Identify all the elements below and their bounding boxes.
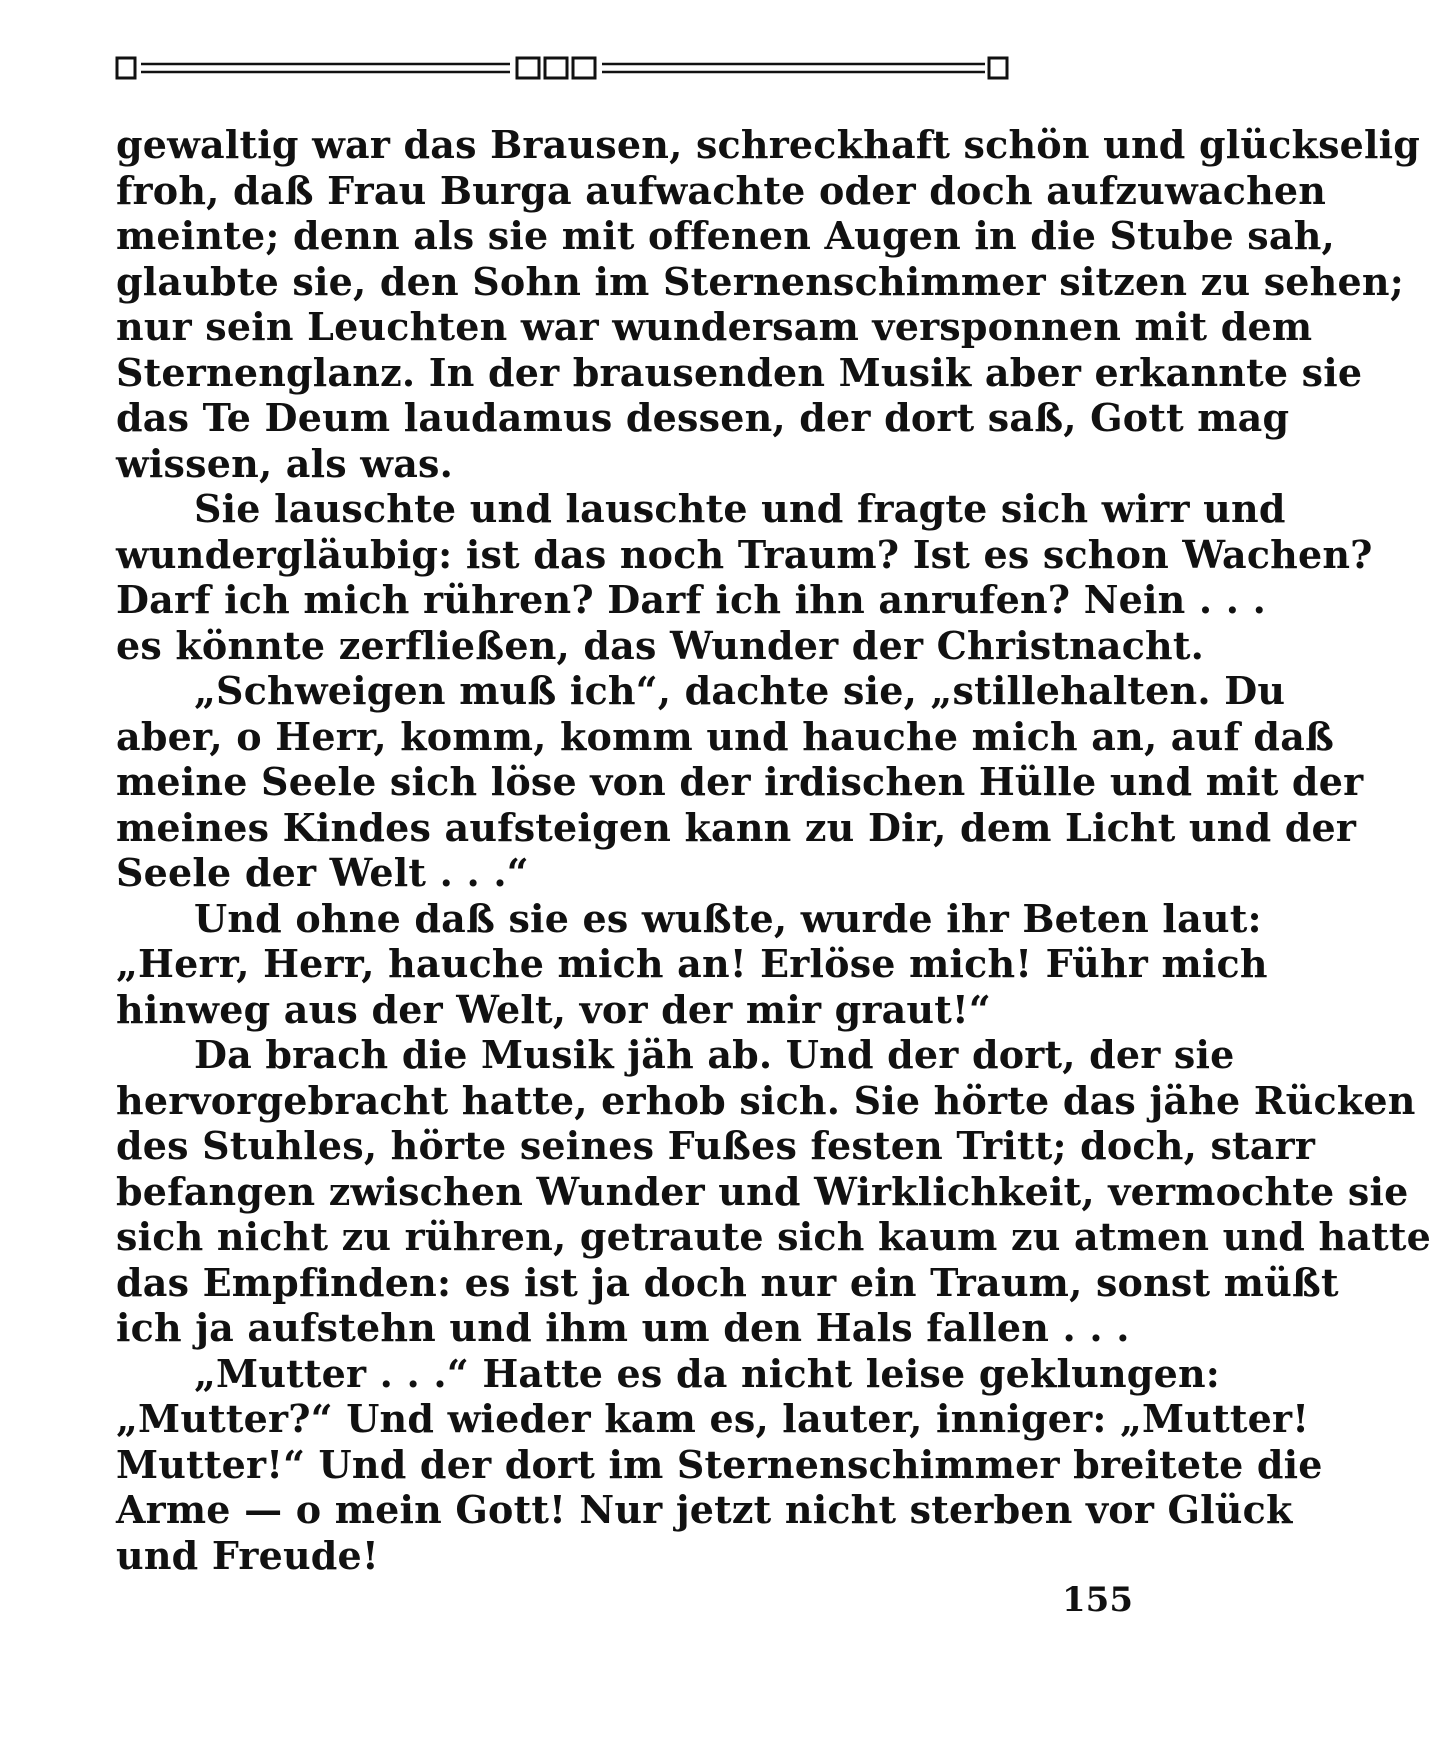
text-line: Arme — o mein Gott! Nur jetzt nicht sterben vor Glück: [116, 1487, 1293, 1532]
text-line: das Te Deum laudamus dessen, der dort saß, Gott mag: [116, 395, 1290, 440]
text-line: Da brach die Musik jäh ab. Und der dort, der sie: [194, 1032, 1235, 1077]
text-line: Und ohne daß sie es wußte, wurde ihr Beten laut:: [194, 895, 1262, 941]
text-line: hervorgebracht hatte, erhob sich. Sie hörte das jähe Rücken: [116, 1077, 1416, 1123]
text-line: Sternenglanz. In der brausenden Musik aber erkannte sie: [116, 349, 1363, 395]
ornament-rule-icon: [115, 52, 1125, 88]
text-line: und Freude!: [116, 1532, 379, 1578]
page-number: 155: [1062, 1580, 1133, 1620]
body-text: [116, 122, 1431, 1578]
text-line: Seele der Welt . . .“: [116, 850, 529, 895]
text-line: meine Seele sich löse von der irdischen Hülle und mit der: [116, 759, 1364, 804]
text-line: Sie lauschte und lauschte und fragte sich wirr und: [194, 486, 1286, 531]
text-line: „Mutter . . .“ Hatte es da nicht leise geklungen:: [194, 1350, 1221, 1396]
text-line: Darf ich mich rühren? Darf ich ihn anrufen? Nein . . .: [116, 577, 1267, 622]
text-line: aber, o Herr, komm, komm und hauche mich an, auf daß: [116, 713, 1335, 759]
text-line: wissen, als was.: [116, 440, 454, 486]
text-line: „Mutter?“ Und wieder kam es, lauter, inniger: „Mutter!: [116, 1396, 1310, 1441]
text-line: Mutter!“ Und der dort im Sternenschimmer breitete die: [116, 1441, 1323, 1487]
text-line: des Stuhles, hörte seines Fußes festen Tritt; doch, starr: [116, 1123, 1316, 1168]
text-line: nur sein Leuchten war wundersam versponnen mit dem: [116, 304, 1313, 349]
header-ornament: [115, 52, 1125, 88]
text-line: es könnte zerfließen, das Wunder der Christnacht.: [116, 622, 1205, 668]
text-line: hinweg aus der Welt, vor der mir graut!“: [116, 986, 991, 1032]
text-line: meinte; denn als sie mit offenen Augen in die Stube sah,: [116, 213, 1335, 258]
text-line: ich ja aufstehn und ihm um den Hals fallen . . .: [116, 1305, 1130, 1350]
text-line: „Schweigen muß ich“, dachte sie, „stillehalten. Du: [194, 668, 1286, 713]
text-line: froh, daß Frau Burga aufwachte oder doch aufzuwachen: [116, 167, 1327, 213]
text-line: wundergläubig: ist das noch Traum? Ist es schon Wachen?: [116, 531, 1373, 577]
text-line: sich nicht zu rühren, getraute sich kaum zu atmen und hatte: [116, 1214, 1431, 1259]
text-line: „Herr, Herr, hauche mich an! Erlöse mich! Führ mich: [116, 941, 1268, 986]
text-line: das Empfinden: es ist ja doch nur ein Traum, sonst müßt: [116, 1259, 1339, 1305]
text-line: meines Kindes aufsteigen kann zu Dir, dem Licht und der: [116, 804, 1357, 850]
text-line: glaubte sie, den Sohn im Sternenschimmer sitzen zu sehen;: [116, 258, 1404, 304]
text-line: gewaltig war das Brausen, schreckhaft schön und glückselig: [116, 122, 1421, 167]
text-line: befangen zwischen Wunder und Wirklichkeit, vermochte sie: [116, 1168, 1409, 1214]
